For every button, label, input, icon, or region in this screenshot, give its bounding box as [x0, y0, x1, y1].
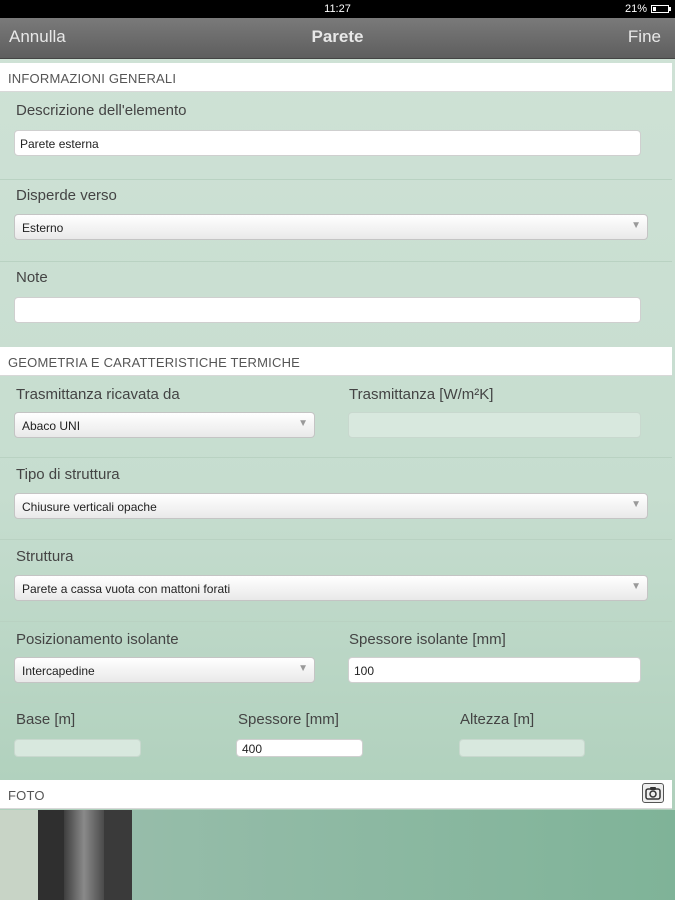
trasm-source-select[interactable] [14, 412, 315, 438]
divider [0, 457, 672, 458]
section-title-photo: FOTO [8, 788, 45, 803]
disperde-label: Disperde verso [16, 187, 117, 204]
battery-percent: 21% [624, 3, 647, 15]
done-button[interactable]: Fine [627, 27, 661, 46]
base-input [14, 739, 141, 757]
status-battery [625, 3, 669, 15]
struttura-value: Parete a cassa vuota con mattoni forati [22, 582, 231, 596]
pos-isolante-select[interactable] [14, 657, 315, 683]
tipo-select[interactable] [14, 493, 648, 519]
divider [0, 179, 672, 180]
status-bar [0, 0, 675, 18]
chevron-down-icon: ▼ [631, 220, 641, 231]
struttura-select[interactable] [14, 575, 648, 601]
note-label: Note [16, 269, 48, 286]
page-title: Parete [311, 27, 364, 46]
pos-isolante-value: Intercapedine [22, 664, 95, 678]
camera-icon[interactable] [642, 783, 664, 803]
chevron-down-icon: ▼ [631, 499, 641, 510]
section-title-general: INFORMAZIONI GENERALI [8, 71, 177, 86]
photo-preview[interactable] [0, 810, 675, 900]
section-title-geometry: GEOMETRIA E CARATTERISTICHE TERMICHE [8, 355, 301, 370]
divider [0, 539, 672, 540]
trasm-source-value: Abaco UNI [22, 419, 81, 433]
pos-isolante-label: Posizionamento isolante [16, 631, 179, 648]
section-header-photo [0, 780, 672, 809]
section-header-geometry [0, 347, 672, 376]
altezza-label: Altezza [m] [460, 711, 535, 728]
status-time: 11:27 [324, 3, 351, 15]
spess-isolante-label: Spessore isolante [mm] [349, 631, 506, 648]
cancel-button[interactable]: Annulla [9, 27, 66, 46]
spessore-label: Spessore [mm] [238, 711, 339, 728]
chevron-down-icon: ▼ [631, 581, 641, 592]
disperde-select[interactable] [14, 214, 648, 240]
spessore-input[interactable]: 400 [236, 739, 363, 757]
description-label: Descrizione dell'elemento [16, 102, 187, 119]
spess-isolante-input[interactable]: 100 [348, 657, 641, 683]
trasm-input [348, 412, 641, 438]
chevron-down-icon: ▼ [298, 418, 308, 429]
battery-icon [651, 5, 669, 13]
altezza-input [459, 739, 585, 757]
disperde-value: Esterno [22, 221, 64, 235]
tipo-label: Tipo di struttura [16, 466, 120, 483]
trasm-source-label: Trasmittanza ricavata da [16, 386, 180, 403]
base-label: Base [m] [16, 711, 76, 728]
tipo-value: Chiusure verticali opache [22, 500, 157, 514]
divider [0, 702, 672, 703]
navigation-bar [0, 18, 675, 59]
struttura-label: Struttura [16, 548, 74, 565]
note-input[interactable] [14, 297, 641, 323]
chevron-down-icon: ▼ [298, 663, 308, 674]
description-input[interactable]: Parete esterna [14, 130, 641, 156]
divider [0, 261, 672, 262]
trasm-label: Trasmittanza [W/m²K] [349, 386, 494, 403]
section-header-general [0, 63, 672, 92]
divider [0, 621, 672, 622]
